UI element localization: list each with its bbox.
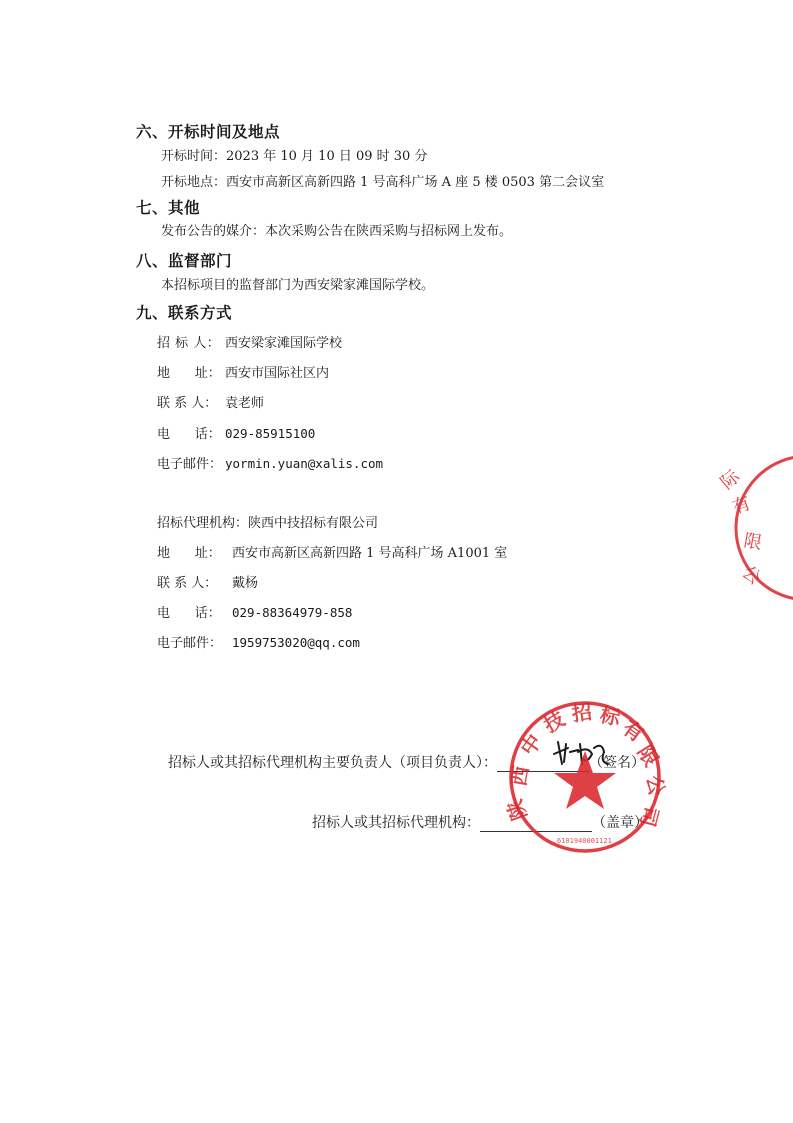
agency-address-line <box>157 542 507 561</box>
signature-line-2-text: 招标人或其招标代理机构： <box>312 815 480 831</box>
svg-text:中: 中 <box>515 729 547 760</box>
svg-text:有: 有 <box>729 492 754 519</box>
svg-text:技: 技 <box>539 706 569 738</box>
signature-line-1-suffix: （签名） <box>589 755 645 771</box>
open-time-value: 2023 年 10 月 10 日 09 时 30 分 <box>226 149 428 164</box>
agency-address-value: 西安市高新区高新四路 1 号高科广场 A1001 室 <box>232 546 508 561</box>
svg-text:陕: 陕 <box>502 796 532 824</box>
agency-name-line <box>157 512 378 531</box>
tenderer-name-line <box>157 332 342 351</box>
agency-phone-line <box>157 602 352 621</box>
open-time-line <box>161 145 427 164</box>
tenderer-phone-line <box>157 423 315 442</box>
tenderer-contact-label: 联 系 人： <box>157 396 218 411</box>
section7-heading: 七、其他 <box>136 199 201 217</box>
agency-name-value: 陕西中技招标有限公司 <box>248 516 379 531</box>
section9-heading: 九、联系方式 <box>136 304 233 322</box>
svg-text:招: 招 <box>570 699 594 726</box>
open-place-label: 开标地点： <box>161 175 227 190</box>
tenderer-address-line <box>157 362 329 381</box>
agency-contact-label: 联 系 人： <box>157 576 218 591</box>
agency-email-value: 1959753020@qq.com <box>232 635 360 650</box>
tenderer-address-value: 西安市国际社区内 <box>225 366 330 381</box>
tenderer-contact-line <box>157 392 264 411</box>
signature-line-2-suffix: （盖章） <box>592 815 648 831</box>
section6-heading: 六、开标时间及地点 <box>136 123 281 141</box>
svg-text:公: 公 <box>737 561 766 590</box>
tenderer-email-line <box>157 453 383 472</box>
company-seal-stamp <box>502 697 670 857</box>
section8-heading: 八、监督部门 <box>136 252 233 270</box>
agency-contact-value: 戴杨 <box>232 576 259 591</box>
agency-name-label: 招标代理机构： <box>157 516 249 531</box>
agency-email-label: 电子邮件： <box>157 636 223 651</box>
tenderer-email-value: yormin.yuan@xalis.com <box>225 456 384 471</box>
section8-text: 本招标项目的监督部门为西安梁家滩国际学校。 <box>161 278 435 293</box>
open-place-line <box>161 171 604 190</box>
signature-line-1-text: 招标人或其招标代理机构主要负责人（项目负责人）： <box>168 755 497 771</box>
svg-text:西: 西 <box>506 764 534 788</box>
section7-text: 发布公告的媒介：本次采购公告在陕西采购与招标网上发布。 <box>161 224 513 239</box>
svg-text:公: 公 <box>642 773 670 798</box>
tenderer-email-label: 电子邮件： <box>157 457 223 472</box>
agency-phone-label: 电 话： <box>157 606 221 621</box>
tenderer-address-label: 地 址： <box>157 366 221 381</box>
agency-contact-line <box>157 572 258 591</box>
tenderer-phone-label: 电 话： <box>157 427 221 442</box>
svg-text:标: 标 <box>597 702 623 731</box>
svg-text:限: 限 <box>742 530 764 555</box>
svg-text:际: 际 <box>716 466 745 494</box>
svg-text:有: 有 <box>618 715 649 747</box>
side-seal-stamp <box>713 448 793 608</box>
tenderer-phone-value: 029-85915100 <box>225 426 316 441</box>
tenderer-name-value: 西安梁家滩国际学校 <box>225 336 343 351</box>
tenderer-name-label: 招 标 人： <box>157 336 221 351</box>
svg-text:限: 限 <box>632 740 664 771</box>
tenderer-contact-value: 袁老师 <box>225 396 265 411</box>
open-time-label: 开标时间： <box>161 149 227 164</box>
agency-phone-value: 029-88364979-858 <box>232 605 353 620</box>
open-place-value: 西安市高新区高新四路 1 号高科广场 A 座 5 楼 0503 第二会议室 <box>226 175 605 190</box>
svg-text:司: 司 <box>634 803 664 830</box>
svg-text:6101940001121: 6101940001121 <box>557 837 612 845</box>
agency-email-line <box>157 632 360 651</box>
agency-address-label: 地 址： <box>157 546 221 561</box>
